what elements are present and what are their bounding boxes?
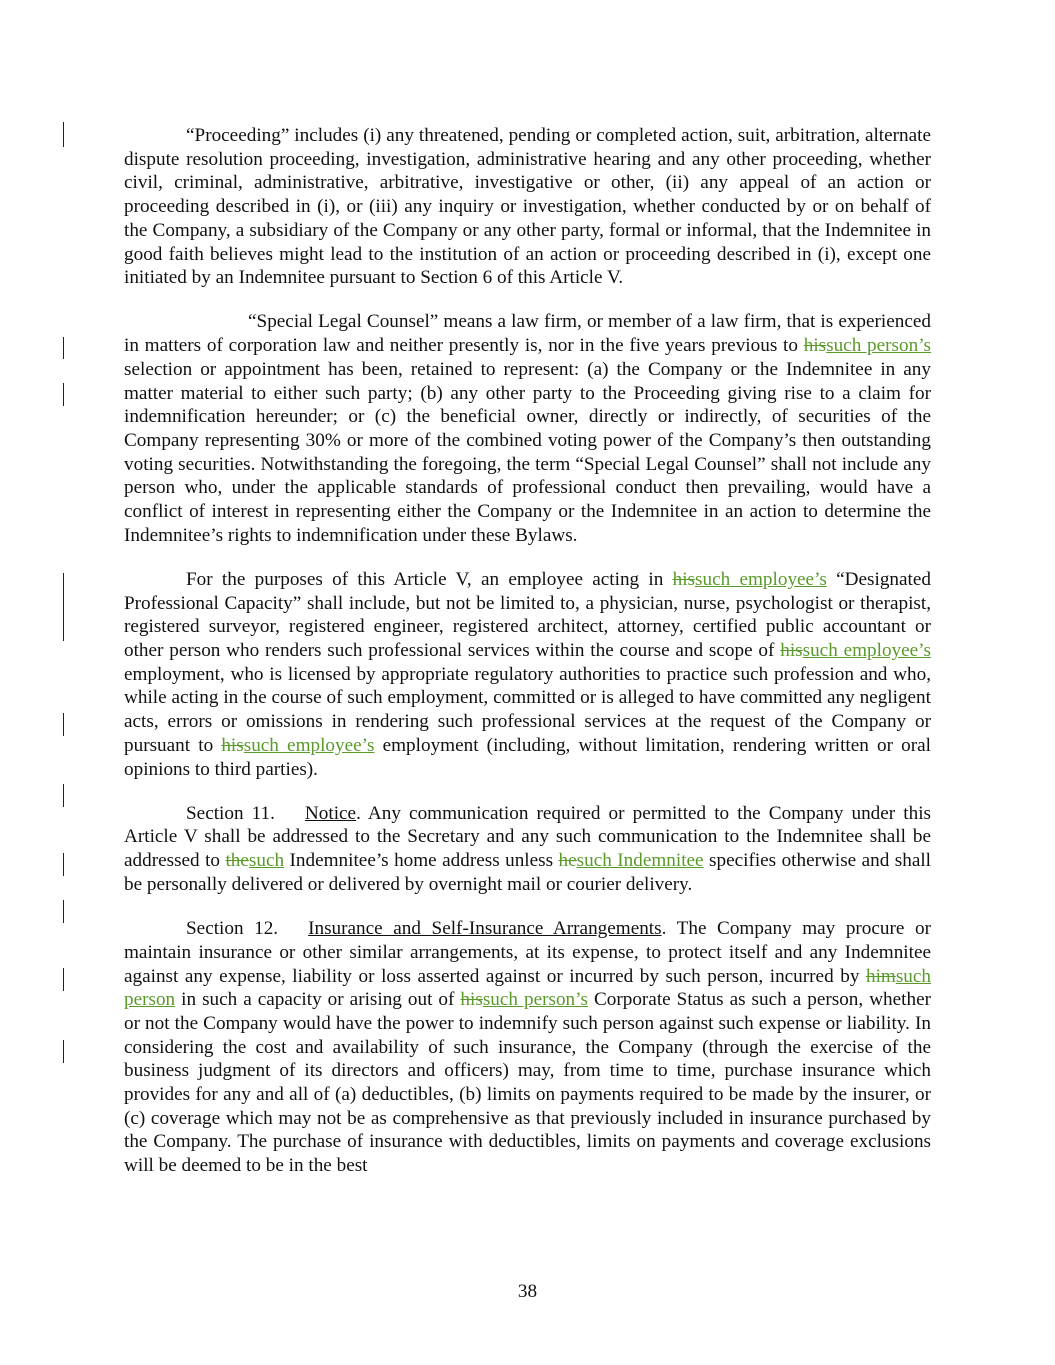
paragraph-text: Indemnitee’s home address unless xyxy=(284,850,559,872)
change-bar xyxy=(63,900,64,923)
inserted-text: such person xyxy=(124,965,931,1011)
paragraph-text: . Any communication required or permitted to the Company under this Article V shall be addressed to the Secretary and any such communication to the Indemnitee shall be addressed to xyxy=(124,802,931,872)
paragraph-text: “Special Legal Counsel” means a law firm, or member of a law firm, that is experienced in matters of corporation law and neither presently is, nor in the five years previous to xyxy=(124,311,931,357)
paragraph-designated-professional-capacity xyxy=(124,568,931,781)
deleted-text: his xyxy=(460,989,483,1011)
paragraph-special-legal-counsel xyxy=(124,310,931,547)
deleted-text: him xyxy=(865,965,896,987)
section-11-notice xyxy=(124,802,931,897)
deleted-text: his xyxy=(221,734,244,756)
deleted-text: his xyxy=(803,335,827,357)
change-bar xyxy=(63,713,64,736)
deleted-text: his xyxy=(672,568,696,590)
paragraph-text: . The Company may procure or maintain insurance or other similar arrangements, at its expense, to protect itself and any Indemnitee against any expense, liability or loss asserted against or incurred by such person, incurred by xyxy=(124,918,931,987)
paragraph-text: selection or appointment has been, retained to represent: (a) the Company or the Indemnitee in any matter material to either such party; (b) any other party to the Proceeding giving rise to a claim for indemnification hereunder; or (c) the beneficial owner, directly or indirectly, of securities of the Company representing 30% or more of the combined voting power of the Company’s then outstanding voting securities. Notwithstanding the foregoing, the term “Special Legal Counsel” shall not include any person who, under the applicable standards of professional conduct then prevailing, would have a conflict of interest in representing either the Company or the Indemnitee in an action to determine the Indemnitee’s rights to indemnification under these Bylaws. xyxy=(124,358,931,546)
section-12-insurance xyxy=(124,917,931,1178)
section-number: Section 12. xyxy=(186,918,279,940)
page-number: 38 xyxy=(517,1281,538,1302)
paragraph-text: Corporate Status as such a person, whether or not the Company would have the power to indemnify such person against such expense or liability. In considering the cost and availability of such insurance, the Company (through the exercise of the business judgment of its directors and officers) may, from time to time, purchase insurance which provides for any and all of (a) deductibles, (b) limits on payments required to be made by the insurer, or (c) coverage which may not be as comprehensive as that previously included in insurance purchased by the Company. The purchase of insurance with deductibles, limits on payments and coverage exclusions will be deemed to be in the best xyxy=(124,989,931,1177)
inserted-text: such xyxy=(248,850,285,872)
section-heading: Insurance and Self-Insurance Arrangements xyxy=(308,918,662,940)
inserted-text: such person’s xyxy=(482,989,588,1011)
section-number: Section 11. xyxy=(186,802,275,824)
deleted-text: he xyxy=(558,850,577,872)
change-bar xyxy=(63,573,64,641)
inserted-text: such employee’s xyxy=(695,568,827,590)
deleted-text: the xyxy=(225,850,249,872)
change-bar xyxy=(63,122,64,147)
change-bar xyxy=(63,383,64,406)
paragraph-proceeding-definition xyxy=(124,124,931,290)
change-bar xyxy=(63,968,64,991)
body-text xyxy=(124,124,931,1198)
inserted-text: such employee’s xyxy=(243,734,375,756)
paragraph-text: in such a capacity or arising out of xyxy=(175,989,461,1011)
change-bar xyxy=(63,1040,64,1063)
deleted-text: his xyxy=(780,640,803,662)
paragraph-text: “Proceeding” includes (i) any threatened, pending or completed action, suit, arbitration, alternate dispute resolution proceeding, investigation, administrative hearing and any other proceeding, whether civil, criminal, administrative, arbitrative, investigative or other, (ii) any appeal of an action or proceeding described in (i), or (iii) any inquiry or investigation, whether conducted by or on behalf of the Company, a subsidiary of the Company or any other party, formal or informal, that the Indemnitee in good faith believes might lead to the institution of an action or proceeding described in (i), except one initiated by an Indemnitee pursuant to Section 6 of this Article V. xyxy=(124,125,931,289)
inserted-text: such Indemnitee xyxy=(576,850,704,872)
inserted-text: such employee’s xyxy=(802,640,931,662)
change-bar xyxy=(63,337,64,359)
section-heading: Notice xyxy=(304,802,357,824)
change-bar xyxy=(63,853,64,876)
inserted-text: such person’s xyxy=(826,335,931,357)
paragraph-text: For the purposes of this Article V, an employee acting in xyxy=(186,568,673,590)
paragraph-text: employment (including, without limitation, rendering written or oral opinions to third parties). xyxy=(124,734,931,780)
paragraph-text: specifies otherwise and shall be personally delivered or delivered by overnight mail or courier delivery. xyxy=(124,850,931,895)
change-bar xyxy=(63,784,64,807)
paragraph-text: “Designated Professional Capacity” shall include, but not be limited to, a physician, nurse, psychologist or therapist, registered surveyor, registered engineer, registered architect, attorney, certified public accountant or other person who renders such professional services within the course and scope of xyxy=(124,568,931,662)
paragraph-text: employment, who is licensed by appropriate regulatory authorities to practice such profession and who, while acting in the course of such employment, committed or is alleged to have committed any negligent acts, errors or omissions in rendering such professional services at the request of the Company or pursuant to xyxy=(124,663,931,756)
